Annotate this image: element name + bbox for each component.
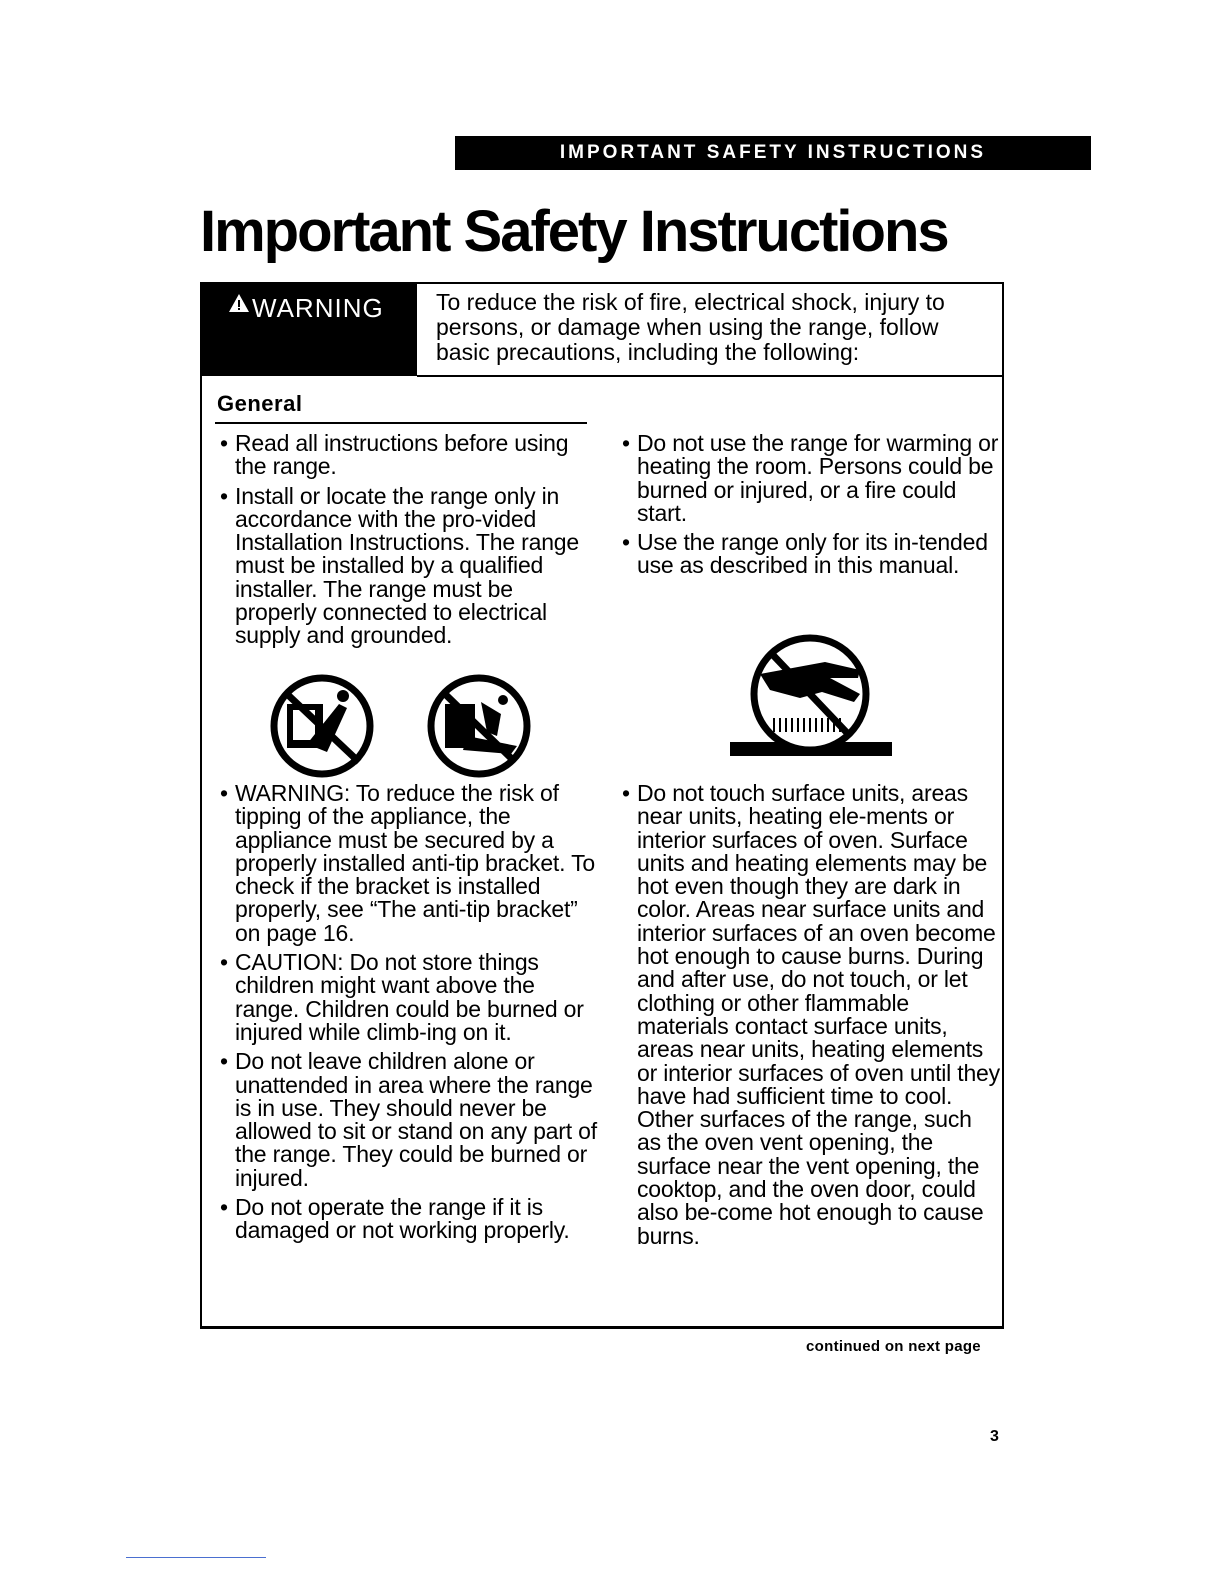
anti-tip-illustrations: [267, 674, 537, 789]
bullet-list: [620, 432, 1000, 578]
warning-label: [202, 284, 417, 376]
bullet-item: • WARNING: To reduce the risk of tipping of the appliance, the appliance must be secured by a properly installed anti-tip bracket. To check if the bracket is installed properly, see “The anti-tip bracket” on page 16.: [218, 782, 598, 945]
safety-instructions-box: [200, 282, 1004, 1329]
bullet-item: • Install or locate the range only in accordance with the pro-vided Installation Instructions. The range must be installed by a qualified installer. The range must be properly connected to electrical supply and grounded.: [218, 485, 598, 648]
section-heading-general: General: [217, 391, 303, 416]
warning-text: To reduce the risk of fire, electrical shock, injury to persons, or damage when using the range, follow basic precautions, including the following:: [436, 289, 945, 365]
divider-line: [126, 1557, 266, 1558]
bullet-item: • Do not touch surface units, areas near units, heating ele-ments or interior surfaces of oven. Surface units and heating elements may be hot even though they are dark in color. Areas near surface units and interior surfaces of an oven become hot enough to cause burns. During and after use, do not touch, or let clothing or other flammable materials contact surface units, areas near units, heating elements or interior surfaces of oven until they have had sufficient time to cool. Other surfaces of the range, such as the oven vent opening, the surface near the vent opening, the cooktop, and the oven door, could also be-come hot enough to cause burns.: [620, 782, 1000, 1248]
left-column-bottom: [218, 782, 598, 1249]
right-column-bottom: [620, 782, 1000, 1254]
section-rule: [215, 422, 587, 424]
page-title: Important Safety Instructions: [200, 199, 948, 264]
bullet-list: [218, 432, 598, 648]
section-header-bar: IMPORTANT SAFETY INSTRUCTIONS: [455, 136, 1091, 170]
bullet-item: • CAUTION: Do not store things children might want above the range. Children could be burned or injured while climb-ing on it.: [218, 951, 598, 1044]
bullet-list: [620, 782, 1000, 1248]
warning-divider: [417, 375, 1002, 377]
right-column-top: [620, 432, 1000, 584]
no-climbing-on-oven-door-icon: [274, 678, 370, 774]
hot-surface-illustration: [730, 634, 895, 764]
bullet-item: • Use the range only for its in-tended use as described in this manual.: [620, 531, 1000, 578]
page-number: 3: [990, 1428, 999, 1445]
no-touching-hot-surface-icon: [730, 638, 892, 756]
no-standing-on-oven-door-icon: [431, 678, 527, 774]
continued-note: continued on next page: [806, 1338, 981, 1355]
bullet-item: • Read all instructions before using the range.: [218, 432, 598, 479]
bullet-item: • Do not use the range for warming or heating the room. Persons could be burned or injured, or a fire could start.: [620, 432, 1000, 525]
bullet-list: [218, 782, 598, 1243]
warning-label-text: WARNING: [252, 293, 384, 323]
left-column-top: [218, 432, 598, 654]
bullet-item: • Do not operate the range if it is damaged or not working properly.: [218, 1196, 598, 1243]
warning-triangle-icon: [228, 293, 250, 319]
bullet-item: • Do not leave children alone or unattended in area where the range is in use. They should never be allowed to sit or stand on any part of the range. They could be burned or injured.: [218, 1050, 598, 1190]
